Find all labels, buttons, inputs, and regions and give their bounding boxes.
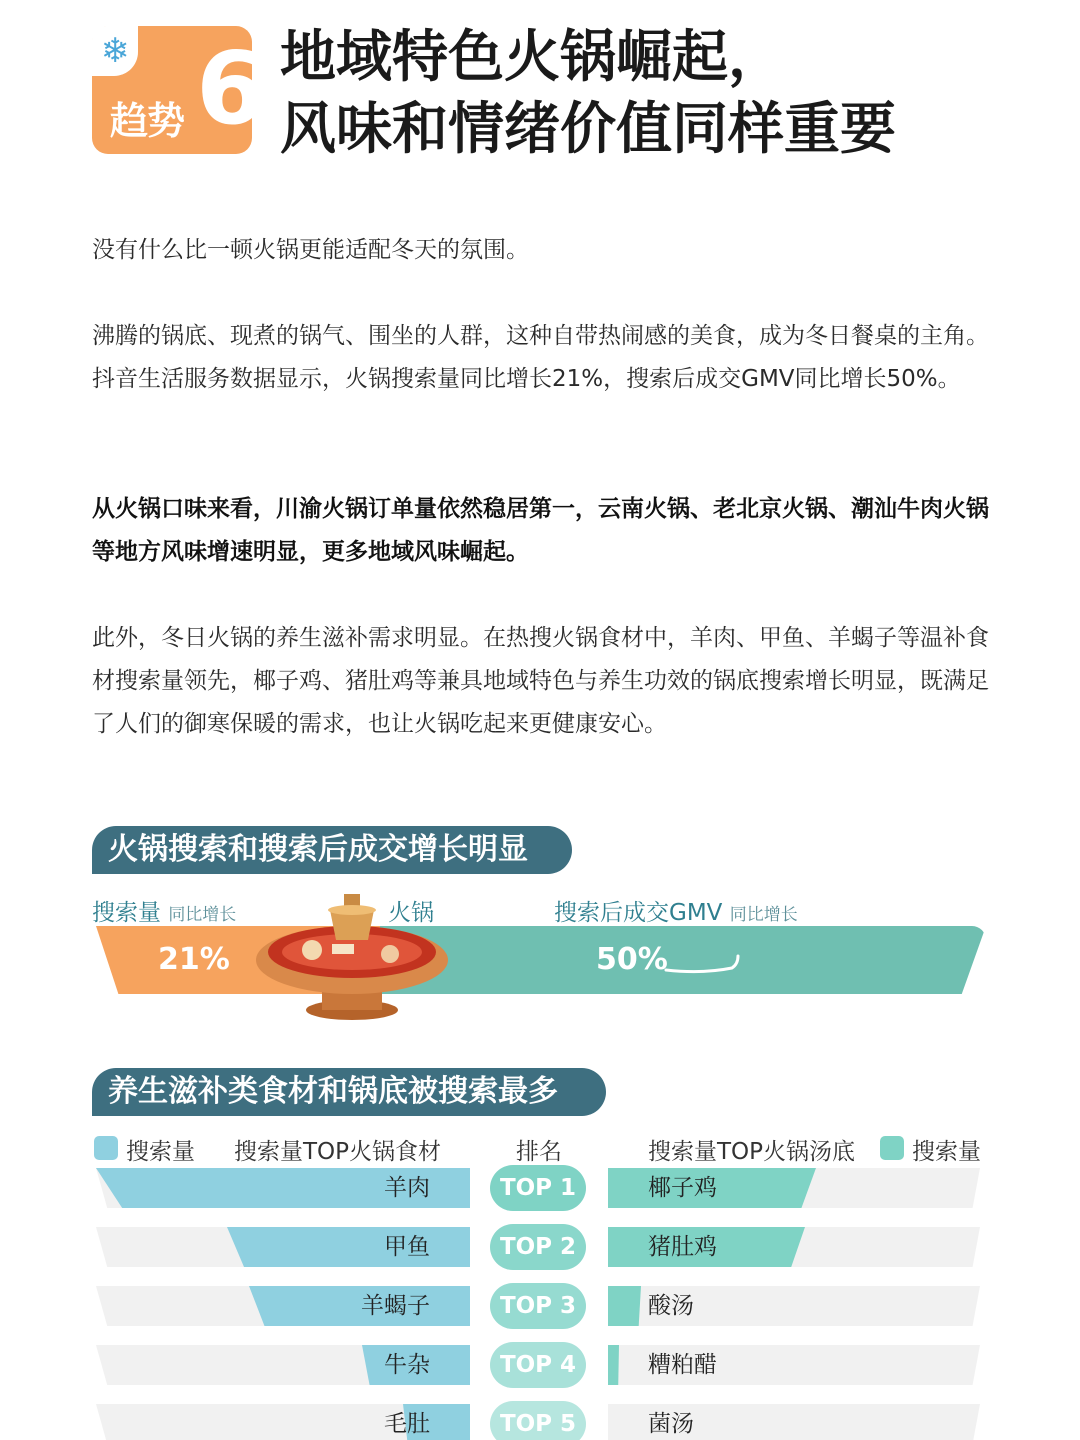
ranking-section-heading: 养生滋补类食材和锅底被搜索最多 (92, 1068, 606, 1116)
right-column-header: 搜索量TOP火锅汤底 (648, 1139, 856, 1165)
ingredient-name: 羊蝎子 (361, 1293, 430, 1319)
trend-badge (92, 26, 266, 154)
yoy-label-left: 同比增长 (168, 905, 237, 925)
rank-pill: TOP 1 (490, 1165, 586, 1211)
legend-swatch-right (880, 1136, 904, 1160)
legend-label-right: 搜索量 (912, 1139, 981, 1165)
rank-pill: TOP 4 (490, 1342, 586, 1388)
title-line-1: 地域特色火锅崛起， (280, 25, 784, 90)
page-title (280, 22, 896, 166)
left-column-header: 搜索量TOP火锅食材 (234, 1139, 442, 1165)
soup-base-name: 椰子鸡 (648, 1175, 717, 1201)
growth-section-heading: 火锅搜索和搜索后成交增长明显 (92, 826, 572, 874)
ingredient-name: 甲鱼 (384, 1234, 430, 1260)
yoy-label-right: 同比增长 (729, 905, 798, 925)
rank-column-header: 排名 (516, 1139, 562, 1165)
corner-decoration (1000, 0, 1080, 50)
rank-pill: TOP 3 (490, 1283, 586, 1329)
ingredient-name: 羊肉 (384, 1175, 430, 1201)
rank-pill: TOP 5 (490, 1401, 586, 1440)
hotpot-label: 火锅 (388, 900, 434, 926)
paragraph-health: 此外，冬日火锅的养生滋补需求明显。在热搜火锅食材中，羊肉、甲鱼、羊蝎子等温补食材搜索量领先，椰子鸡、猪肚鸡等兼具地域特色与养生功效的锅底搜索增长明显，既满足了人们的御寒保暖的需求，也让火锅吃起来更健康安心。 (92, 625, 989, 737)
paragraph-flavor: 从火锅口味来看，川渝火锅订单量依然稳居第一，云南火锅、老北京火锅、潮汕牛肉火锅等地方风味增速明显，更多地域风味崛起。 (92, 496, 989, 565)
rank-pill: TOP 2 (490, 1224, 586, 1270)
title-line-2: 风味和情绪价值同样重要 (280, 97, 896, 162)
hotpot-icon (252, 888, 452, 1028)
soup-base-name: 猪肚鸡 (648, 1234, 717, 1260)
search-volume-label (92, 894, 236, 927)
search-growth-value: 21% (158, 942, 230, 977)
legend-label-left: 搜索量 (126, 1139, 195, 1165)
soup-base-name: 糟粕醋 (648, 1352, 717, 1378)
snowflake-icon: ❄ (92, 26, 138, 76)
soup-base-name: 菌汤 (648, 1411, 694, 1437)
right-search-bar (608, 1345, 619, 1385)
soup-base-name: 酸汤 (648, 1293, 694, 1319)
swoosh-arrow-icon (662, 950, 742, 976)
gmv-label (554, 894, 798, 927)
badge-word: 趋势 (110, 99, 185, 143)
ingredient-name: 牛杂 (384, 1352, 430, 1378)
paragraph-data: 沸腾的锅底、现煮的锅气、围坐的人群，这种自带热闹感的美食，成为冬日餐桌的主角。抖音生活服务数据显示，火锅搜索量同比增长21%，搜索后成交GMV同比增长50%。 (92, 323, 989, 392)
gmv-label-text: 搜索后成交GMV (554, 900, 723, 926)
right-search-bar (608, 1286, 641, 1326)
paragraph-intro: 没有什么比一顿火锅更能适配冬天的氛围。 (92, 237, 529, 263)
badge-number: 6 (196, 30, 266, 147)
search-label: 搜索量 (92, 900, 161, 926)
legend-swatch-left (94, 1136, 118, 1160)
ingredient-name: 毛肚 (384, 1411, 430, 1437)
gmv-growth-value: 50% (596, 942, 668, 977)
